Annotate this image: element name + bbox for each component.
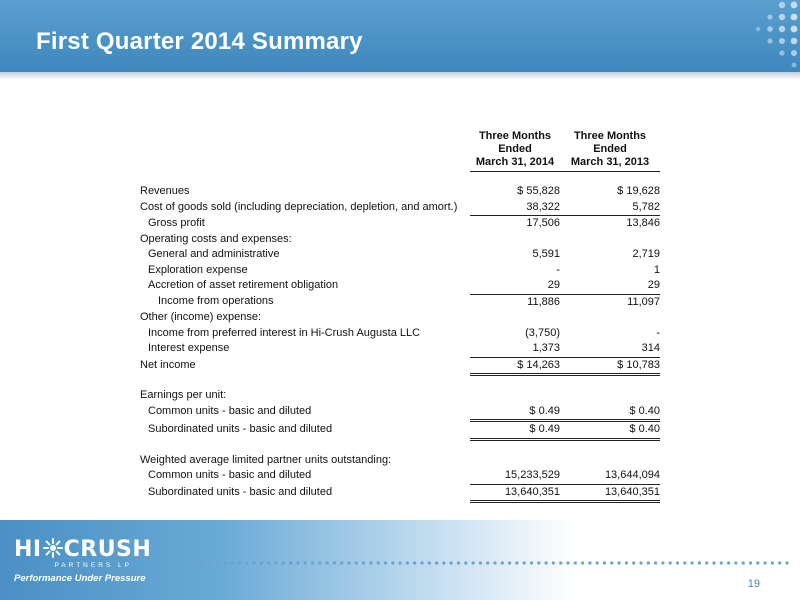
section-label: Earnings per unit:	[140, 389, 227, 401]
table-row	[140, 310, 660, 326]
column-header-2014-line2: Ended	[498, 143, 532, 155]
value-2013: 13,644,094	[560, 468, 660, 484]
row-label: Common units - basic and diluted	[148, 405, 312, 418]
table-row	[140, 216, 660, 232]
value-2014: (3,750)	[525, 326, 560, 339]
table-row	[140, 294, 660, 310]
table-row	[140, 278, 660, 294]
row-label: Income from operations	[158, 295, 274, 308]
value-2014: -	[556, 263, 560, 276]
row-label: Revenues	[140, 185, 190, 197]
slide-title: First Quarter 2014 Summary	[36, 28, 363, 55]
value-2013: 5,782	[560, 200, 660, 216]
page-number: 19	[747, 578, 760, 590]
value-2014: $ 0.49	[470, 404, 560, 421]
value-2014: 38,322	[470, 200, 560, 216]
table-row	[140, 421, 660, 440]
value-2013: 13,846	[626, 217, 660, 229]
table-row	[140, 468, 660, 484]
row-label: Common units - basic and diluted	[148, 469, 312, 482]
row-label: Interest expense	[148, 342, 230, 355]
section-label: Weighted average limited partner units outstanding:	[140, 453, 392, 466]
value-2014: 5,591	[532, 248, 560, 260]
section-label: Operating costs and expenses:	[140, 232, 292, 245]
value-2013: 11,097	[627, 295, 660, 308]
decorative-dotted-line	[200, 560, 790, 566]
table-row	[140, 184, 660, 200]
value-2014: 29	[470, 278, 560, 294]
value-2013: 314	[560, 341, 660, 357]
sun-starburst-icon	[43, 538, 63, 558]
row-label: Gross profit	[148, 216, 205, 229]
table-row	[140, 247, 660, 263]
logo-wordmark-right: CRUSH	[63, 537, 152, 562]
value-2013: $ 0.40	[560, 404, 660, 421]
value-2014: $ 55,828	[517, 185, 560, 197]
column-header-2014-line1: Three Months	[478, 130, 552, 142]
column-header-2013-line3: March 31, 2013	[560, 156, 660, 172]
logo-tagline: Performance Under Pressure	[14, 573, 146, 584]
row-label: General and administrative	[148, 248, 280, 260]
table-row	[140, 326, 660, 342]
row-label: Cost of goods sold (including depreciation, depletion, and amort.)	[140, 200, 458, 213]
table-row	[140, 200, 660, 216]
value-2013: 13,640,351	[560, 484, 660, 502]
value-2013: -	[656, 326, 660, 339]
value-2013: 29	[560, 278, 660, 294]
value-2014: 17,506	[526, 217, 560, 229]
value-2014: $ 0.49	[470, 421, 560, 440]
row-label: Accretion of asset retirement obligation	[148, 279, 339, 292]
row-label: Subordinated units - basic and diluted	[148, 486, 333, 498]
column-header-2013-line2: Ended	[593, 143, 627, 155]
value-2014: 15,233,529	[470, 468, 560, 484]
column-header-2013-line1: Three Months	[573, 130, 647, 142]
table-row	[140, 388, 660, 404]
column-header-2014-line3: March 31, 2014	[470, 156, 560, 172]
value-2014: 11,886	[527, 295, 560, 308]
table-row	[140, 341, 660, 357]
value-2014: $ 14,263	[470, 357, 560, 375]
table-row	[140, 263, 660, 279]
row-label: Income from preferred interest in Hi-Crush Augusta LLC	[148, 326, 421, 339]
section-label: Other (income) expense:	[140, 311, 262, 323]
logo-subtitle: PARTNERS LP	[54, 562, 132, 569]
value-2013: 1	[653, 263, 660, 276]
value-2013: 2,719	[632, 248, 660, 260]
company-logo	[14, 538, 164, 584]
table-row	[140, 357, 660, 375]
table-row	[140, 232, 660, 248]
value-2013: $ 0.40	[560, 421, 660, 440]
title-bar-shadow	[0, 72, 800, 80]
logo-wordmark-left: HI	[14, 537, 42, 562]
financial-summary-table	[140, 130, 660, 503]
row-label: Exploration expense	[148, 263, 248, 276]
value-2014: 13,640,351	[470, 484, 560, 502]
value-2013: $ 19,628	[617, 185, 660, 197]
decorative-dot-grid	[710, 0, 800, 72]
value-2014: 1,373	[470, 341, 560, 357]
table-row	[140, 453, 660, 469]
row-label: Net income	[140, 359, 196, 371]
row-label: Subordinated units - basic and diluted	[148, 423, 333, 435]
table-row	[140, 484, 660, 502]
table-row	[140, 404, 660, 421]
value-2013: $ 10,783	[560, 357, 660, 375]
